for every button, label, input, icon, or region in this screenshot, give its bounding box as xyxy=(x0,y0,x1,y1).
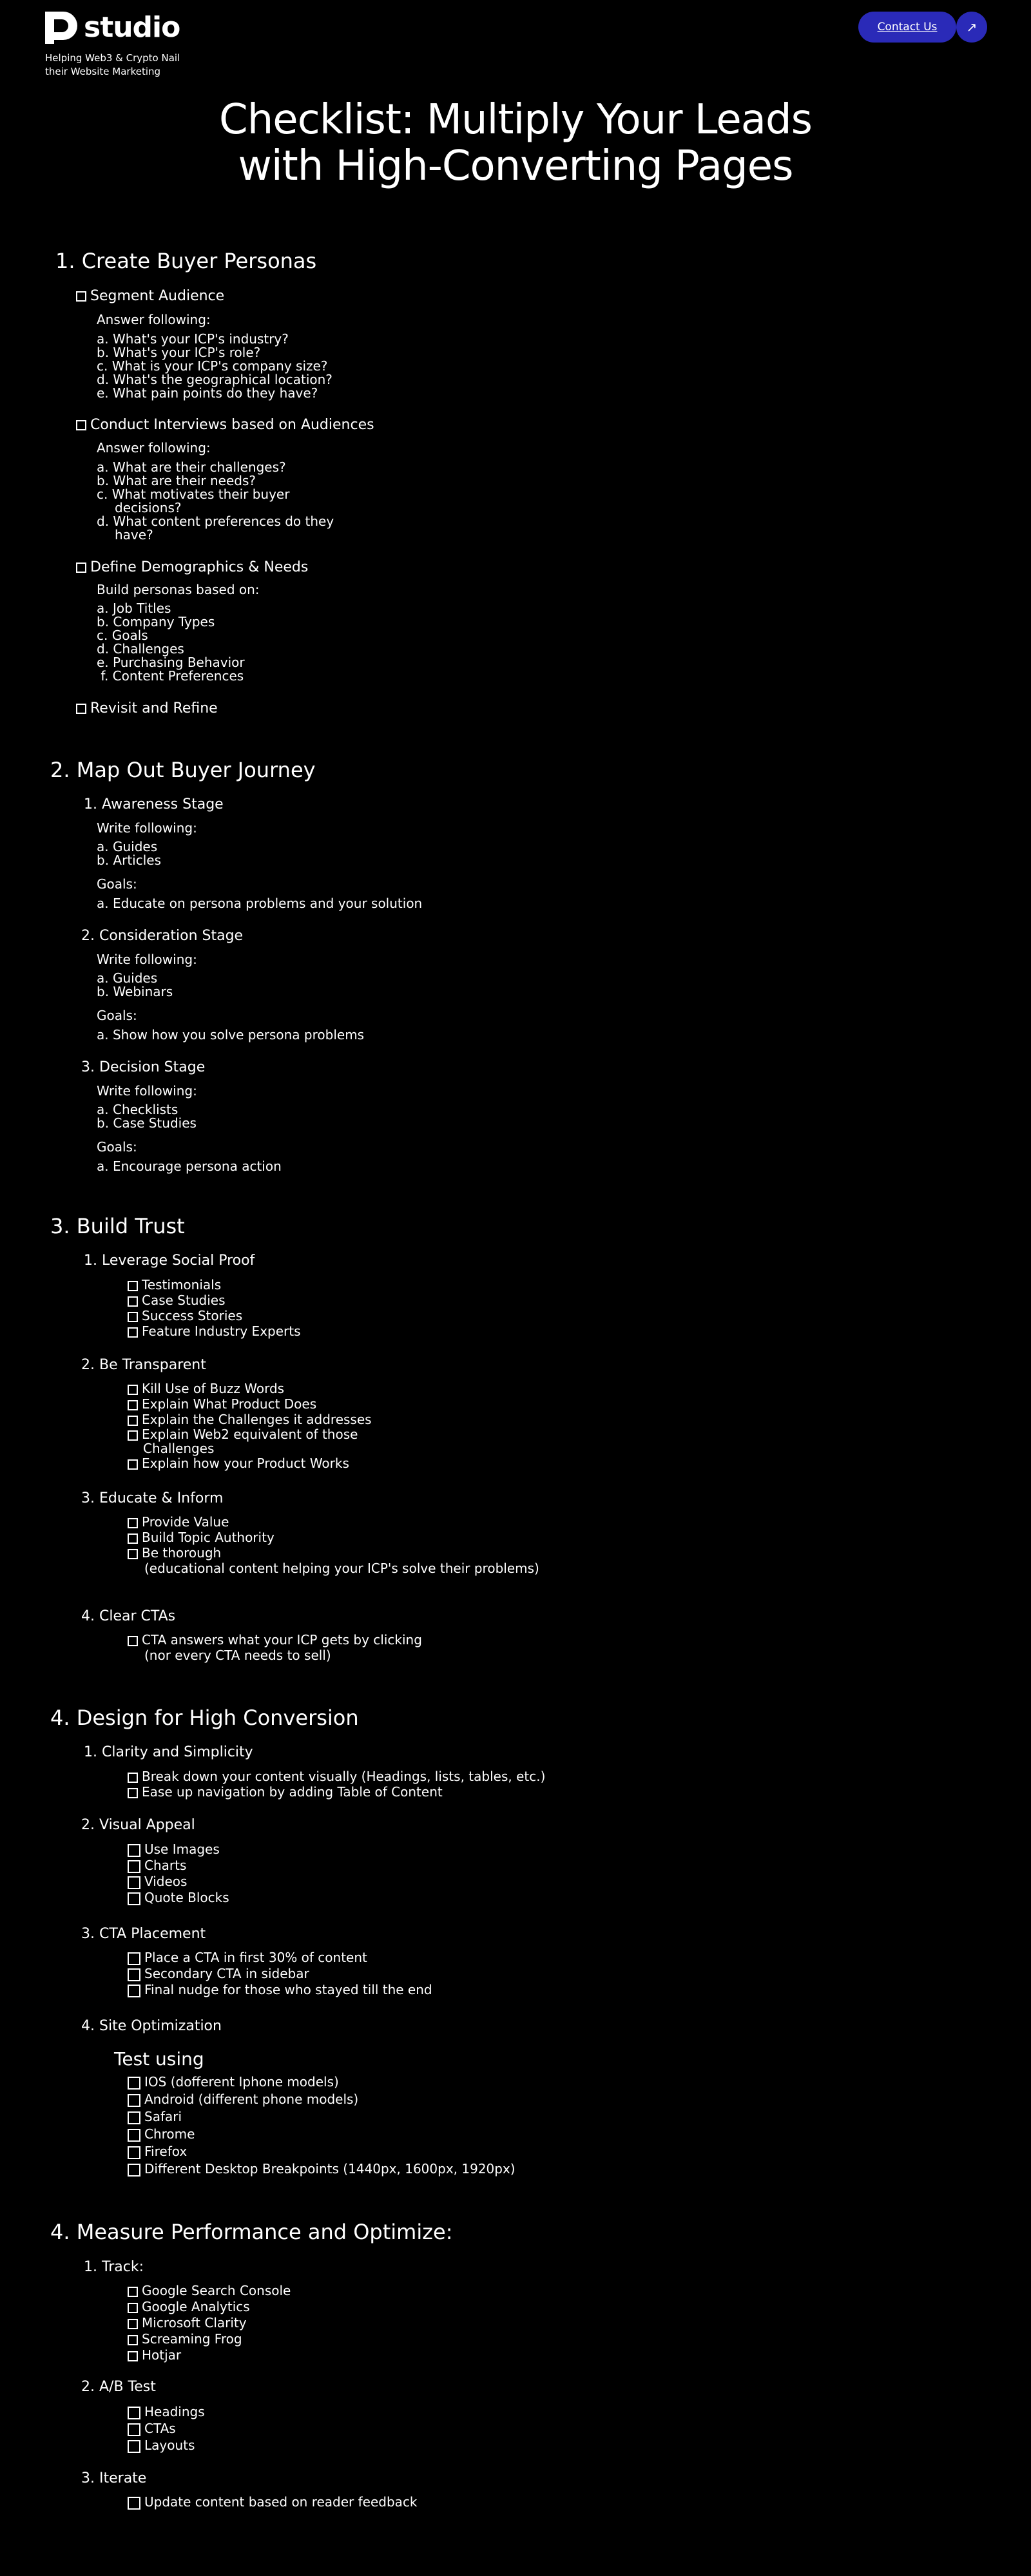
checklist-item[interactable]: Secondary CTA in sidebar xyxy=(128,1966,432,1982)
group-site-optimization-title: 4. Site Optimization xyxy=(81,2018,222,2034)
checklist-item[interactable]: Safari xyxy=(128,2108,516,2126)
checkbox-icon[interactable] xyxy=(76,291,86,302)
arrow-up-right-icon[interactable]: ↗ xyxy=(956,12,987,43)
checkbox-icon[interactable] xyxy=(128,1788,138,1798)
item-intro: Build personas based on: xyxy=(97,582,260,597)
section-4-title: 4. Design for High Conversion xyxy=(50,1706,359,1730)
checklist-item-define-demographics[interactable] xyxy=(76,558,308,577)
write-label: Write following: xyxy=(97,820,197,836)
checklist-item[interactable]: CTAs xyxy=(128,2420,205,2437)
checklist-item-conduct-interviews[interactable] xyxy=(76,416,374,435)
checkbox-icon[interactable] xyxy=(128,1968,140,1981)
checklist-item[interactable]: Chrome xyxy=(128,2126,516,2143)
goals-label: Goals: xyxy=(97,876,137,892)
checklist-item[interactable]: Provide Value xyxy=(128,1514,539,1530)
brand-logo[interactable] xyxy=(45,12,180,79)
checkbox-icon[interactable] xyxy=(128,2319,138,2329)
checklist-item[interactable]: Quote Blocks xyxy=(128,1890,229,1906)
write-label: Write following: xyxy=(97,1083,197,1099)
answer-list: a. What's your ICP's industry? b. What's your ICP's role? c. What is your ICP's company size? d. What's the geographical location? e. What pain points do they have? xyxy=(97,331,332,401)
page-title-line-2: with High-Converting Pages xyxy=(238,142,793,190)
checkbox-icon[interactable] xyxy=(128,2146,140,2159)
group-clarity-title: 1. Clarity and Simplicity xyxy=(84,1744,253,1760)
checklist-item[interactable]: Explain how your Product Works xyxy=(128,1456,398,1471)
checkbox-icon[interactable] xyxy=(128,2111,140,2124)
brand-tagline: Helping Web3 & Crypto Nail their Website Marketing xyxy=(45,52,180,77)
checklist-item[interactable]: CTA answers what your ICP gets by clicking xyxy=(128,1632,422,1648)
contact-us-button[interactable]: Contact Us xyxy=(858,12,956,43)
checkbox-icon[interactable] xyxy=(128,1327,138,1338)
group-iterate-title: 3. Iterate xyxy=(81,2470,147,2486)
checkbox-icon[interactable] xyxy=(128,1400,138,1410)
checkbox-icon[interactable] xyxy=(128,2077,140,2090)
goals-list: a. Educate on persona problems and your solution xyxy=(97,896,423,911)
goals-list: a. Encourage persona action xyxy=(97,1158,282,1174)
item-intro: Answer following: xyxy=(97,440,211,456)
checkbox-icon[interactable] xyxy=(128,2303,138,2313)
checklist-label: Define Demographics & Needs xyxy=(90,559,309,575)
track-checklist xyxy=(128,2283,291,2363)
checkbox-icon[interactable] xyxy=(128,1952,140,1965)
group-track-title: 1. Track: xyxy=(84,2259,144,2275)
checkbox-icon[interactable] xyxy=(76,420,86,430)
checkbox-icon[interactable] xyxy=(128,1312,138,1322)
group-cta-placement-title: 3. CTA Placement xyxy=(81,1926,206,1942)
checklist-item[interactable]: Feature Industry Experts xyxy=(128,1323,301,1339)
page-title-line-1: Checklist: Multiply Your Leads xyxy=(219,96,812,144)
checklist-item[interactable]: Be thorough xyxy=(128,1545,539,1561)
checklist-label: Segment Audience xyxy=(90,288,225,304)
checklist-item[interactable]: Firefox xyxy=(128,2143,516,2160)
checkbox-icon[interactable] xyxy=(128,1636,138,1646)
checkbox-icon[interactable] xyxy=(128,1430,138,1441)
checklist-item[interactable]: Explain Web2 equivalent of those Challenges xyxy=(128,1427,398,1456)
brand-name: studio xyxy=(84,11,180,44)
ab-test-checklist xyxy=(128,2403,205,2454)
checkbox-icon[interactable] xyxy=(128,2497,140,2510)
checklist-item-segment-audience[interactable] xyxy=(76,287,224,306)
checklist-item[interactable]: Android (different phone models) xyxy=(128,2091,516,2108)
checkbox-icon[interactable] xyxy=(76,704,86,714)
checkbox-icon[interactable] xyxy=(128,1385,138,1395)
stage-awareness-title: 1. Awareness Stage xyxy=(84,796,224,812)
checkbox-icon[interactable] xyxy=(76,562,86,573)
group-ab-test-title: 2. A/B Test xyxy=(81,2379,156,2395)
checklist-item[interactable]: Break down your content visually (Headings, lists, tables, etc.) xyxy=(128,1769,545,1784)
item-note: (educational content helping your ICP's solve their problems) xyxy=(144,1561,539,1576)
section-3-title: 3. Build Trust xyxy=(50,1214,185,1238)
checkbox-icon[interactable] xyxy=(128,1876,140,1889)
checklist-item[interactable]: Case Studies xyxy=(128,1293,301,1308)
checkbox-icon[interactable] xyxy=(128,2335,138,2345)
checklist-item-revisit-refine[interactable] xyxy=(76,699,218,718)
section-1-title xyxy=(55,248,316,274)
section-5-title: 4. Measure Performance and Optimize: xyxy=(50,2220,453,2244)
checkbox-icon[interactable] xyxy=(128,1844,140,1857)
checkbox-icon[interactable] xyxy=(128,1296,138,1307)
group-social-proof-title: 1. Leverage Social Proof xyxy=(84,1253,255,1269)
checklist-item[interactable]: Testimonials xyxy=(128,1277,301,1293)
goals-label: Goals: xyxy=(97,1139,137,1155)
checkbox-icon[interactable] xyxy=(128,1416,138,1426)
visual-appeal-checklist xyxy=(128,1841,229,1906)
checklist-item[interactable]: Ease up navigation by adding Table of Content xyxy=(128,1784,545,1800)
checkbox-icon[interactable] xyxy=(128,1459,138,1470)
section-2-title: 2. Map Out Buyer Journey xyxy=(50,758,316,782)
persona-list: a. Job Titles b. Company Types c. Goals d. Challenges e. Purchasing Behavior f. Content Preferences xyxy=(97,601,245,684)
checklist-item[interactable]: Explain What Product Does xyxy=(128,1396,398,1412)
answer-list: a. What are their challenges? b. What are their needs? c. What motivates their buyer decisions? d. What content preferences do they have? xyxy=(97,459,334,543)
checklist-item[interactable]: Use Images xyxy=(128,1841,229,1858)
checklist-item[interactable]: Kill Use of Buzz Words xyxy=(128,1381,398,1396)
checklist-item[interactable]: Success Stories xyxy=(128,1308,301,1323)
checkbox-icon[interactable] xyxy=(128,2440,140,2453)
checkbox-icon[interactable] xyxy=(128,2094,140,2107)
checkbox-icon[interactable] xyxy=(128,2351,138,2361)
group-clear-ctas-title: 4. Clear CTAs xyxy=(81,1608,176,1624)
logo-mark-icon xyxy=(45,12,79,44)
checklist-item[interactable]: Explain the Challenges it addresses xyxy=(128,1412,398,1427)
write-list: a. Guides b. Webinars xyxy=(97,970,173,999)
checklist-item[interactable]: Layouts xyxy=(128,2437,205,2454)
section-number: 1. xyxy=(55,249,75,273)
checklist-item[interactable]: Microsoft Clarity xyxy=(128,2315,291,2331)
educate-checklist xyxy=(128,1514,539,1576)
checkbox-icon[interactable] xyxy=(128,1549,138,1559)
checkbox-icon[interactable] xyxy=(128,1773,138,1783)
checklist-item[interactable]: Different Desktop Breakpoints (1440px, 1600px, 1920px) xyxy=(128,2160,516,2178)
checklist-item[interactable]: Screaming Frog xyxy=(128,2331,291,2347)
checkbox-icon[interactable] xyxy=(128,1860,140,1873)
checklist-item[interactable]: Google Analytics xyxy=(128,2299,291,2315)
checklist-label: Conduct Interviews based on Audiences xyxy=(90,417,374,433)
stage-consideration-title: 2. Consideration Stage xyxy=(81,928,244,944)
site-optimization-checklist xyxy=(128,2073,516,2178)
group-visual-appeal-title: 2. Visual Appeal xyxy=(81,1817,195,1833)
social-proof-checklist xyxy=(128,1277,301,1339)
cta-placement-checklist xyxy=(128,1950,432,1998)
write-list: a. Checklists b. Case Studies xyxy=(97,1102,197,1131)
item-note: (nor every CTA needs to sell) xyxy=(144,1648,331,1663)
checkbox-icon[interactable] xyxy=(128,1518,138,1528)
checklist-item[interactable]: Hotjar xyxy=(128,2347,291,2363)
clarity-checklist xyxy=(128,1769,545,1800)
test-using-label: Test using xyxy=(114,2048,204,2070)
write-label: Write following: xyxy=(97,952,197,967)
checklist-item[interactable]: Headings xyxy=(128,2403,205,2420)
checkbox-icon[interactable] xyxy=(128,2423,140,2436)
checkbox-icon[interactable] xyxy=(128,2129,140,2142)
write-list: a. Guides b. Articles xyxy=(97,839,162,868)
checklist-item[interactable]: Build Topic Authority xyxy=(128,1530,539,1545)
checklist-item[interactable]: Final nudge for those who stayed till the end xyxy=(128,1982,432,1998)
checklist-item[interactable]: Google Search Console xyxy=(128,2283,291,2299)
iterate-checklist xyxy=(128,2495,418,2510)
checklist-item[interactable]: Charts xyxy=(128,1858,229,1874)
checkbox-icon[interactable] xyxy=(128,1533,138,1544)
checklist-item[interactable]: IOS (dofferent Iphone models) xyxy=(128,2073,516,2091)
clear-ctas-checklist xyxy=(128,1632,422,1663)
checkbox-icon[interactable] xyxy=(128,2164,140,2177)
stage-decision-title: 3. Decision Stage xyxy=(81,1059,206,1075)
goals-list: a. Show how you solve persona problems xyxy=(97,1027,365,1043)
checkbox-icon[interactable] xyxy=(128,1985,140,1997)
goals-label: Goals: xyxy=(97,1008,137,1023)
checklist-item[interactable]: Update content based on reader feedback xyxy=(128,2495,418,2510)
transparent-checklist xyxy=(128,1381,398,1471)
checkbox-icon[interactable] xyxy=(128,1892,140,1905)
checkbox-icon[interactable] xyxy=(128,2287,138,2297)
page-title xyxy=(0,97,1031,189)
checkbox-icon[interactable] xyxy=(128,2407,140,2419)
checklist-item[interactable]: Place a CTA in first 30% of content xyxy=(128,1950,432,1966)
checklist-label: Revisit and Refine xyxy=(90,700,218,716)
group-transparent-title: 2. Be Transparent xyxy=(81,1357,206,1373)
section-title-text: Create Buyer Personas xyxy=(81,249,317,273)
checkbox-icon[interactable] xyxy=(128,1281,138,1291)
group-educate-title: 3. Educate & Inform xyxy=(81,1490,224,1506)
item-intro: Answer following: xyxy=(97,312,211,327)
checklist-item[interactable]: Videos xyxy=(128,1874,229,1890)
